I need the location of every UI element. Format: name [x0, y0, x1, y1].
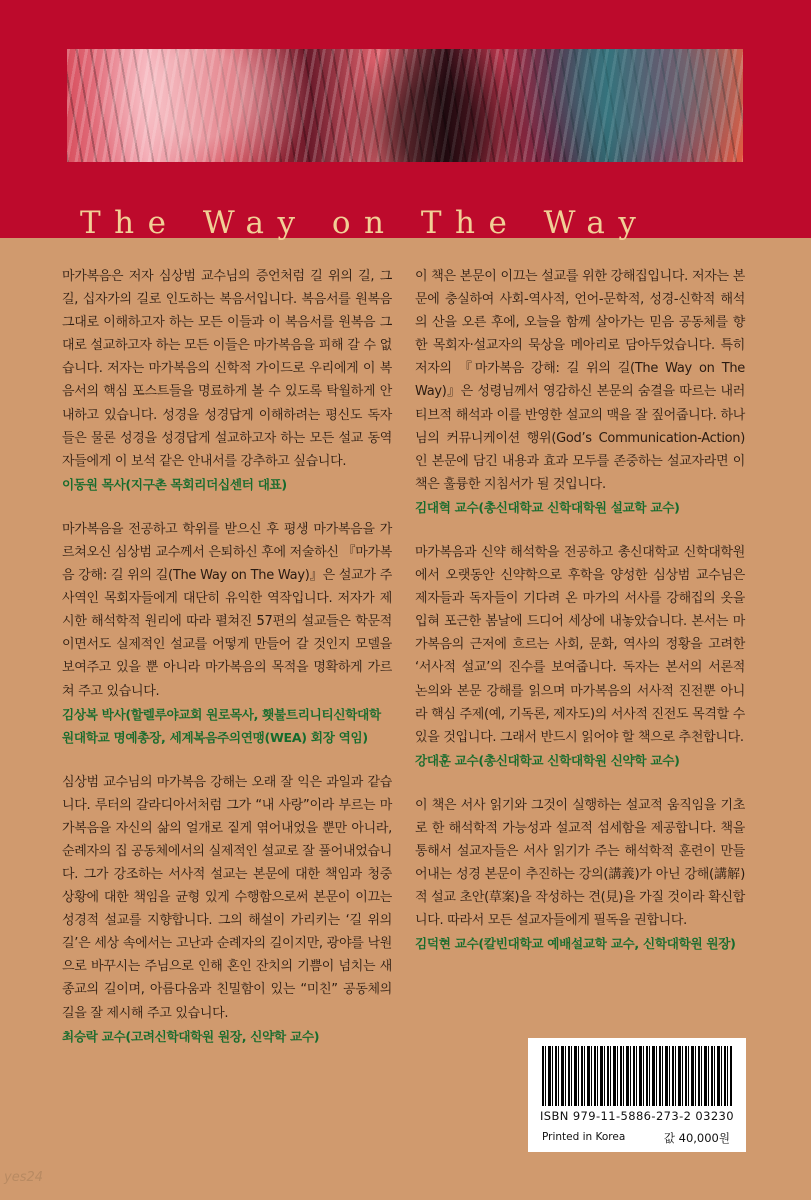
endorsement-signature: 강대훈 교수(총신대학교 신학대학원 신약학 교수) — [415, 752, 680, 768]
endorsement-signature: 최승락 교수(고려신학대학원 원장, 신약학 교수) — [62, 1028, 320, 1044]
endorsement-body: 이 책은 서사 읽기와 그것이 실행하는 설교적 움직임을 기초로 한 해석학적 가능성과 설교적 섬세함을 제공합니다. 책을 통해서 설교자들은 서사 읽기가 주는 해석학적 훈련이 만들어내는 성경 본문이 추진하는 강의(講義)가 아닌 강해(講解)적 설교 초안(草案)을 작성하는 견(見)을 가질 것이라 확신합니다. 따라서 모든 설교자들에게 필독을 권합니다. — [415, 797, 745, 929]
isbn-text: ISBN 979-11-5886-273-2 03230 — [540, 1109, 734, 1123]
endorsement-body: 마가복음을 전공하고 학위를 받으신 후 평생 마가복음을 가르쳐오신 심상범 교수께서 은퇴하신 후에 저술하신 『마가복음 강해: 길 위의 길(The Way on The Way)』은 설교가 주 사역인 목회자들에게 대단히 유익한 역작입니다. 저자가 제시한 해석학적 원리에 따라 펼쳐진 57편의 설교들은 학문적이면서도 실제적인 설교를 어떻게 만들어 갈 것인지 모델을 보여주고 있을 뿐 아니라 마가복음의 목적을 명확하게 가르쳐 주고 있습니다. — [62, 521, 392, 699]
endorsement-body: 이 책은 본문이 이끄는 설교를 위한 강해집입니다. 저자는 본문에 충실하여 사회-역사적, 언어-문학적, 성경-신학적 해석의 산을 오른 후에, 오늘을 함께 살아가는 믿음 공동체를 향한 목회자·설교자의 묵상을 메아리로 담아두었습니다. 특히 저자의 『마가복음 강해: 길 위의 길(The Way on The Way)』은 성령님께서 영감하신 본문의 숨결을 따르는 내러티브적 해석과 이를 반영한 설교의 맥을 잘 짚어줍니다. 하나님의 커뮤니케이션 행위(God’s Communication-Action)인 본문에 담긴 내용과 효과 모두를 존중하는 설교자라면 이 책은 훌륭한 지침서가 될 것입니다. — [415, 269, 745, 492]
right-column — [415, 265, 745, 955]
barcode-label — [528, 1038, 746, 1152]
tagline: The Way on The Way — [80, 205, 650, 241]
endorsement-body: 마가복음과 신약 해석학을 전공하고 총신대학교 신학대학원에서 오랫동안 신약학으로 후학을 양성한 심상범 교수님은 제자들과 독자들이 기다려 온 마가의 서사를 강해집의 옷을 입혀 포근한 봄날에 드디어 세상에 내놓았습니다. 본서는 마가복음의 근저에 흐르는 사회, 문화, 역사의 정황을 고려한 ‘서사적 설교’의 진수를 보여줍니다. 독자는 본서의 서론적 논의와 본문 강해를 읽으며 마가복음의 서사적 진전뿐 아니라 핵심 주제(예, 기독론, 제자도)의 서사적 진전도 목격할 수 있을 것입니다. 그래서 반드시 읽어야 할 책으로 추천합니다. — [415, 544, 745, 745]
price-text: 값 40,000원 — [663, 1131, 730, 1145]
printed-in-text: Printed in Korea — [542, 1131, 626, 1143]
endorsement-1 — [62, 265, 392, 496]
left-column — [62, 265, 392, 1048]
endorsement-signature: 이동원 목사(지구촌 목회리더십센터 대표) — [62, 476, 287, 492]
watermark-text: yes24 — [4, 1170, 44, 1185]
endorsement-3 — [62, 771, 392, 1048]
endorsement-6 — [415, 794, 745, 956]
endorsement-5 — [415, 541, 745, 772]
endorsement-body: 마가복음은 저자 심상범 교수님의 증언처럼 길 위의 길, 그 길, 십자가의 길로 인도하는 복음서입니다. 복음서를 원복음 그대로 이해하고자 하는 모든 이들과 이 복음서를 원복음 그대로 설교하고자 하는 모든 이들은 마가복음을 피해 갈 수 없습니다. 저자는 마가복음의 신학적 가이드로 우리에게 이 복음서의 핵심 포스트들을 명료하게 볼 수 있도록 탁월하게 안내하고 있습니다. 성경을 성경답게 이해하려는 평신도 독자들은 물론 성경을 성경답게 설교하고자 하는 모든 설교 동역자들에게 이 보석 같은 안내서를 강추하고 싶습니다. — [62, 269, 392, 469]
endorsement-4 — [415, 265, 745, 519]
barcode-icon — [542, 1046, 732, 1106]
endorsement-signature: 김덕현 교수(칼빈대학교 예배설교학 교수, 신학대학원 원장) — [415, 936, 736, 952]
endorsement-signature: 김상복 박사(할렐루야교회 원로목사, 횃불트리니티신학대학원대학교 명예총장, 세계복음주의연맹(WEA) 회장 역임) — [62, 706, 381, 745]
endorsement-signature: 김대혁 교수(총신대학교 신학대학원 설교학 교수) — [415, 499, 680, 515]
cover-artwork — [67, 49, 743, 162]
endorsement-body: 심상범 교수님의 마가복음 강해는 오래 잘 익은 과일과 같습니다. 루터의 갈라디아서처럼 그가 “내 사랑”이라 부르는 마가복음을 자신의 삶의 얼개로 짙게 엮어내었을 뿐만 아니라, 순례자의 집 공동체에서의 실제적인 설교로 잘 풀어내었습니다. 그가 강조하는 서사적 설교는 본문에 대한 책임과 청중 상황에 대한 책임을 균형 있게 수행함으로써 본문이 이끄는 성경적 설교를 지향합니다. 그의 해설이 가리키는 ‘길 위의 길’은 세상 속에서는 고난과 순례자의 길이지만, 광야를 낙원으로 바꾸시는 주님으로 인해 혼인 잔치의 기쁨이 넘치는 새 종교의 길이며, 아름다움과 친밀함이 있는 “미친” 공동체의 길을 잘 제시해 주고 있습니다. — [62, 774, 392, 1021]
endorsement-2 — [62, 518, 392, 749]
